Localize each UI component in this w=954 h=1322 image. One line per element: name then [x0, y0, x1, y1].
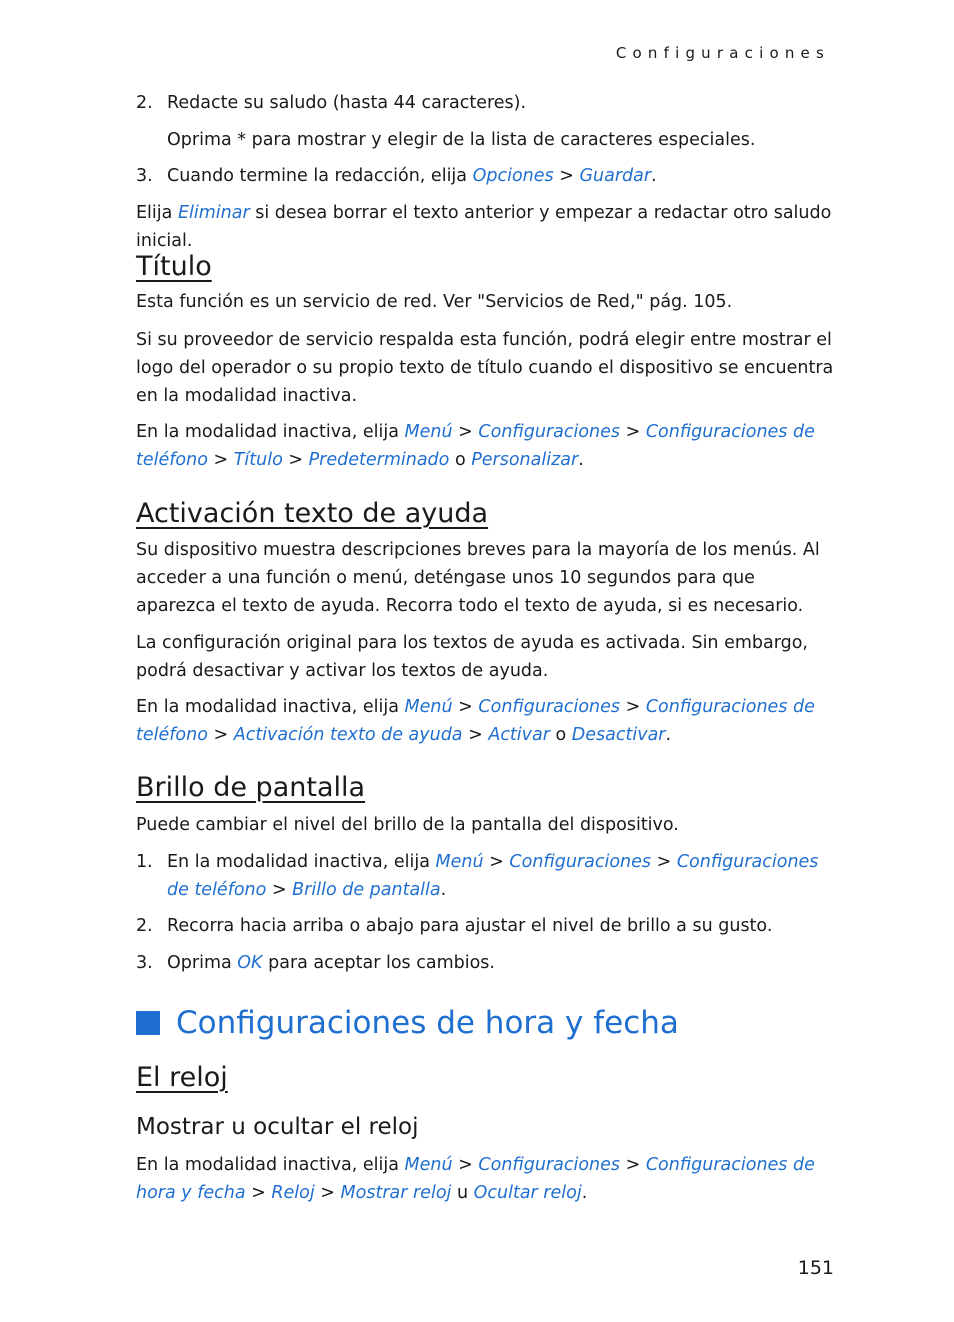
link-personalizar[interactable]: Personalizar [471, 450, 579, 470]
link-config-telefono[interactable]: Configuraciones de teléfono [167, 852, 819, 900]
step-number: 2. [136, 916, 153, 936]
conjunction: o [449, 450, 472, 470]
link-activar[interactable]: Activar [488, 725, 550, 745]
link-config-hora-fecha[interactable]: Configuraciones de hora y fecha [136, 1155, 815, 1203]
separator: > [620, 422, 646, 442]
period: . [440, 880, 447, 900]
link-configuraciones[interactable]: Configuraciones [478, 422, 621, 442]
blue-square-icon [136, 1011, 160, 1035]
heading-el-reloj: El reloj [136, 1062, 228, 1093]
paragraph: La configuración original para los textos de ayuda es activada. Sin embargo, podrá desactivar y activar los textos de ayuda. [136, 633, 808, 681]
separator: > [452, 1155, 479, 1175]
link-configuraciones[interactable]: Configuraciones [478, 697, 621, 717]
step-number: 3. [136, 953, 153, 973]
paragraph [136, 199, 836, 255]
link-activacion-ayuda[interactable]: Activación texto de ayuda [233, 725, 463, 745]
separator: > [314, 1183, 341, 1203]
link-ok[interactable]: OK [237, 953, 263, 973]
separator: > [651, 852, 677, 872]
step-number: 3. [136, 166, 153, 186]
link-predeterminado[interactable]: Predeterminado [308, 450, 450, 470]
running-head: Configuraciones [615, 44, 830, 62]
period: . [578, 450, 584, 470]
step-text [167, 949, 837, 977]
conjunction: u [451, 1183, 474, 1203]
text-span: si desea borrar el texto anterior y empezar a redactar otro saludo inicial. [136, 203, 832, 251]
link-menu[interactable]: Menú [435, 852, 484, 872]
link-titulo[interactable]: Título [233, 450, 283, 470]
step-text [167, 848, 837, 904]
separator: > [207, 450, 234, 470]
heading-ayuda: Activación texto de ayuda [136, 498, 489, 529]
step-detail: Oprima * para mostrar y elegir de la lista de caracteres especiales. [167, 130, 756, 150]
period: . [581, 1183, 588, 1203]
separator: > [452, 422, 479, 442]
separator: > [207, 725, 234, 745]
paragraph: Esta función es un servicio de red. Ver "Servicios de Red," pág. 105. [136, 292, 733, 312]
link-menu[interactable]: Menú [404, 697, 453, 717]
separator: > [266, 880, 293, 900]
text-span: para aceptar los cambios. [262, 953, 495, 973]
link-menu[interactable]: Menú [404, 422, 453, 442]
text-span: En la modalidad inactiva, elija [136, 1155, 405, 1175]
link-config-telefono[interactable]: Configuraciones de teléfono [136, 697, 815, 745]
link-guardar[interactable]: Guardar [579, 166, 652, 186]
paragraph: Puede cambiar el nivel del brillo de la pantalla del dispositivo. [136, 815, 679, 835]
link-menu[interactable]: Menú [404, 1155, 453, 1175]
separator: > [452, 697, 479, 717]
menu-path [136, 418, 836, 474]
period: . [665, 725, 672, 745]
separator: > [245, 1183, 272, 1203]
step-number: 2. [136, 93, 153, 113]
menu-path [136, 693, 836, 749]
text-span: En la modalidad inactiva, elija [136, 422, 405, 442]
step-text: Redacte su saludo (hasta 44 caracteres). [167, 93, 527, 113]
text-span: En la modalidad inactiva, elija [167, 852, 436, 872]
link-config-telefono[interactable]: Configuraciones de teléfono [136, 422, 815, 470]
separator: > [483, 852, 510, 872]
separator: > [462, 725, 489, 745]
text-span: Cuando termine la redacción, elija [167, 166, 473, 186]
heading-titulo: Título [136, 251, 212, 282]
step-number: 1. [136, 852, 153, 872]
step-text [167, 162, 837, 190]
period: . [651, 166, 657, 186]
separator: > [282, 450, 309, 470]
heading-mostrar-ocultar: Mostrar u ocultar el reloj [136, 1114, 419, 1140]
text-span: En la modalidad inactiva, elija [136, 697, 405, 717]
step-text: Recorra hacia arriba o abajo para ajustar el nivel de brillo a su gusto. [167, 916, 773, 936]
link-brillo-pantalla[interactable]: Brillo de pantalla [292, 880, 441, 900]
separator: > [553, 166, 580, 186]
text-span: Elija [136, 203, 178, 223]
section-title: Configuraciones de hora y fecha [176, 1005, 679, 1041]
link-desactivar[interactable]: Desactivar [571, 725, 666, 745]
text-span: Oprima [167, 953, 238, 973]
separator: > [620, 1155, 646, 1175]
heading-brillo: Brillo de pantalla [136, 772, 366, 803]
menu-path [136, 1151, 836, 1207]
page-number: 151 [797, 1257, 834, 1279]
link-configuraciones[interactable]: Configuraciones [478, 1155, 621, 1175]
link-configuraciones[interactable]: Configuraciones [509, 852, 652, 872]
link-reloj[interactable]: Reloj [271, 1183, 315, 1203]
link-ocultar-reloj[interactable]: Ocultar reloj [473, 1183, 582, 1203]
section-heading [136, 1004, 679, 1042]
separator: > [620, 697, 646, 717]
link-mostrar-reloj[interactable]: Mostrar reloj [340, 1183, 452, 1203]
link-eliminar[interactable]: Eliminar [177, 203, 250, 223]
conjunction: o [549, 725, 572, 745]
paragraph: Su dispositivo muestra descripciones breves para la mayoría de los menús. Al acceder a una función o menú, deténgase unos 10 segundos para que aparezca el texto de ayuda. Recorra todo el texto de ayuda, si es necesario. [136, 540, 820, 616]
link-opciones[interactable]: Opciones [472, 166, 554, 186]
paragraph: Si su proveedor de servicio respalda esta función, podrá elegir entre mostrar el logo del operador o su propio texto de título cuando el dispositivo se encuentra en la modalidad inactiva. [136, 330, 834, 406]
